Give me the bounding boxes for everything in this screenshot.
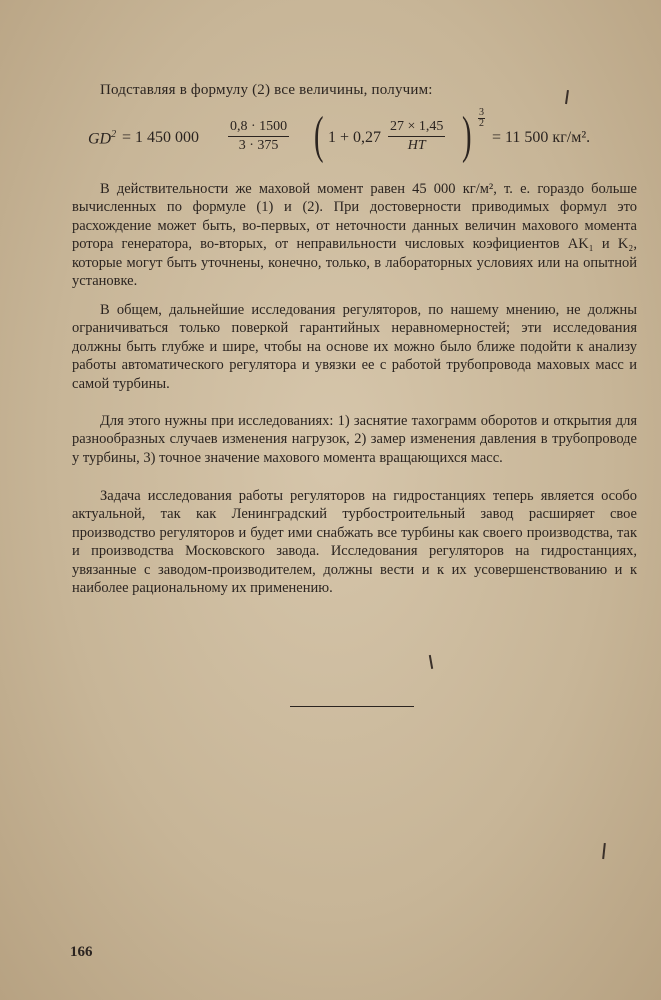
formula-paren-close: ) (462, 107, 472, 164)
formula-paren-open: ( (314, 107, 324, 164)
paragraph-1: В действительности же маховой момент равен 45 000 кг/м², т. е. гораздо больше вычисленных по формуле (1) и (2). При достоверности приводимых формул это расхождение может быть, во-первых, от неточности данных величин махового момента ротора генератора, во-вторых, от неправильности числовых коэфициентов AK₁ и K₂, которые могут быть уточнены, конечно, только, в лабораторных условиях или на опытной установке. (72, 181, 637, 290)
formula-fraction-1: $\frac{0,8 \cdot 1500}{3 \cdot 375}$ (230, 119, 288, 153)
ink-mark (429, 655, 433, 669)
formula-lhs: $GD^2$ (88, 129, 117, 148)
ink-mark (565, 90, 568, 104)
formula-coefficient: = 1 450 000 (122, 129, 200, 146)
formula-result: = 11 500 кг/м². (492, 129, 591, 146)
formula-inner-term: 1 + 0,27 (328, 129, 382, 146)
formula-exponent: $\frac{3}{2}$ (479, 107, 484, 129)
paragraph-4: Задача исследования работы регуляторов на гидростанциях теперь является особо актуальной, так как Ленинградский турбостроительный завод расширяет свое производство регуляторов и будет ими снабжать все турбины как своего производства, так и производства Московского завода. Исследования регуляторов на гидростанциях, увязанные с заводом-производителем, должны вести и к их усовершенствованию и к наиболее рациональному их применению. (72, 488, 637, 597)
paragraph-3: Для этого нужны при исследованиях: 1) заснятие тахограмм оборотов и открытия для разнообразных случаев изменения нагрузок, 2) замер изменения давления в трубопроводе у турбины, 3) точное значение махового момента вращающихся масс. (72, 413, 637, 466)
formula-intro: Подставляя в формулу (2) все величины, получим: (100, 82, 433, 98)
ink-mark (602, 843, 605, 859)
page-number: 166 (70, 944, 93, 960)
paragraph-2: В общем, дальнейшие исследования регуляторов, по нашему мнению, не должны ограничиваться только поверкой гарантийных неравномерностей; эти исследования должны быть глубже и шире, чтобы на основе их можно было ближе подойти к анализу работы автоматического регулятора и увязки ее с работой трубопровода маховых масс и самой турбины. (72, 302, 637, 392)
section-divider (290, 706, 414, 707)
formula-gd2 (88, 108, 628, 174)
formula-fraction-2: $\frac{27 \times 1,45}{HT}$ (390, 119, 444, 153)
